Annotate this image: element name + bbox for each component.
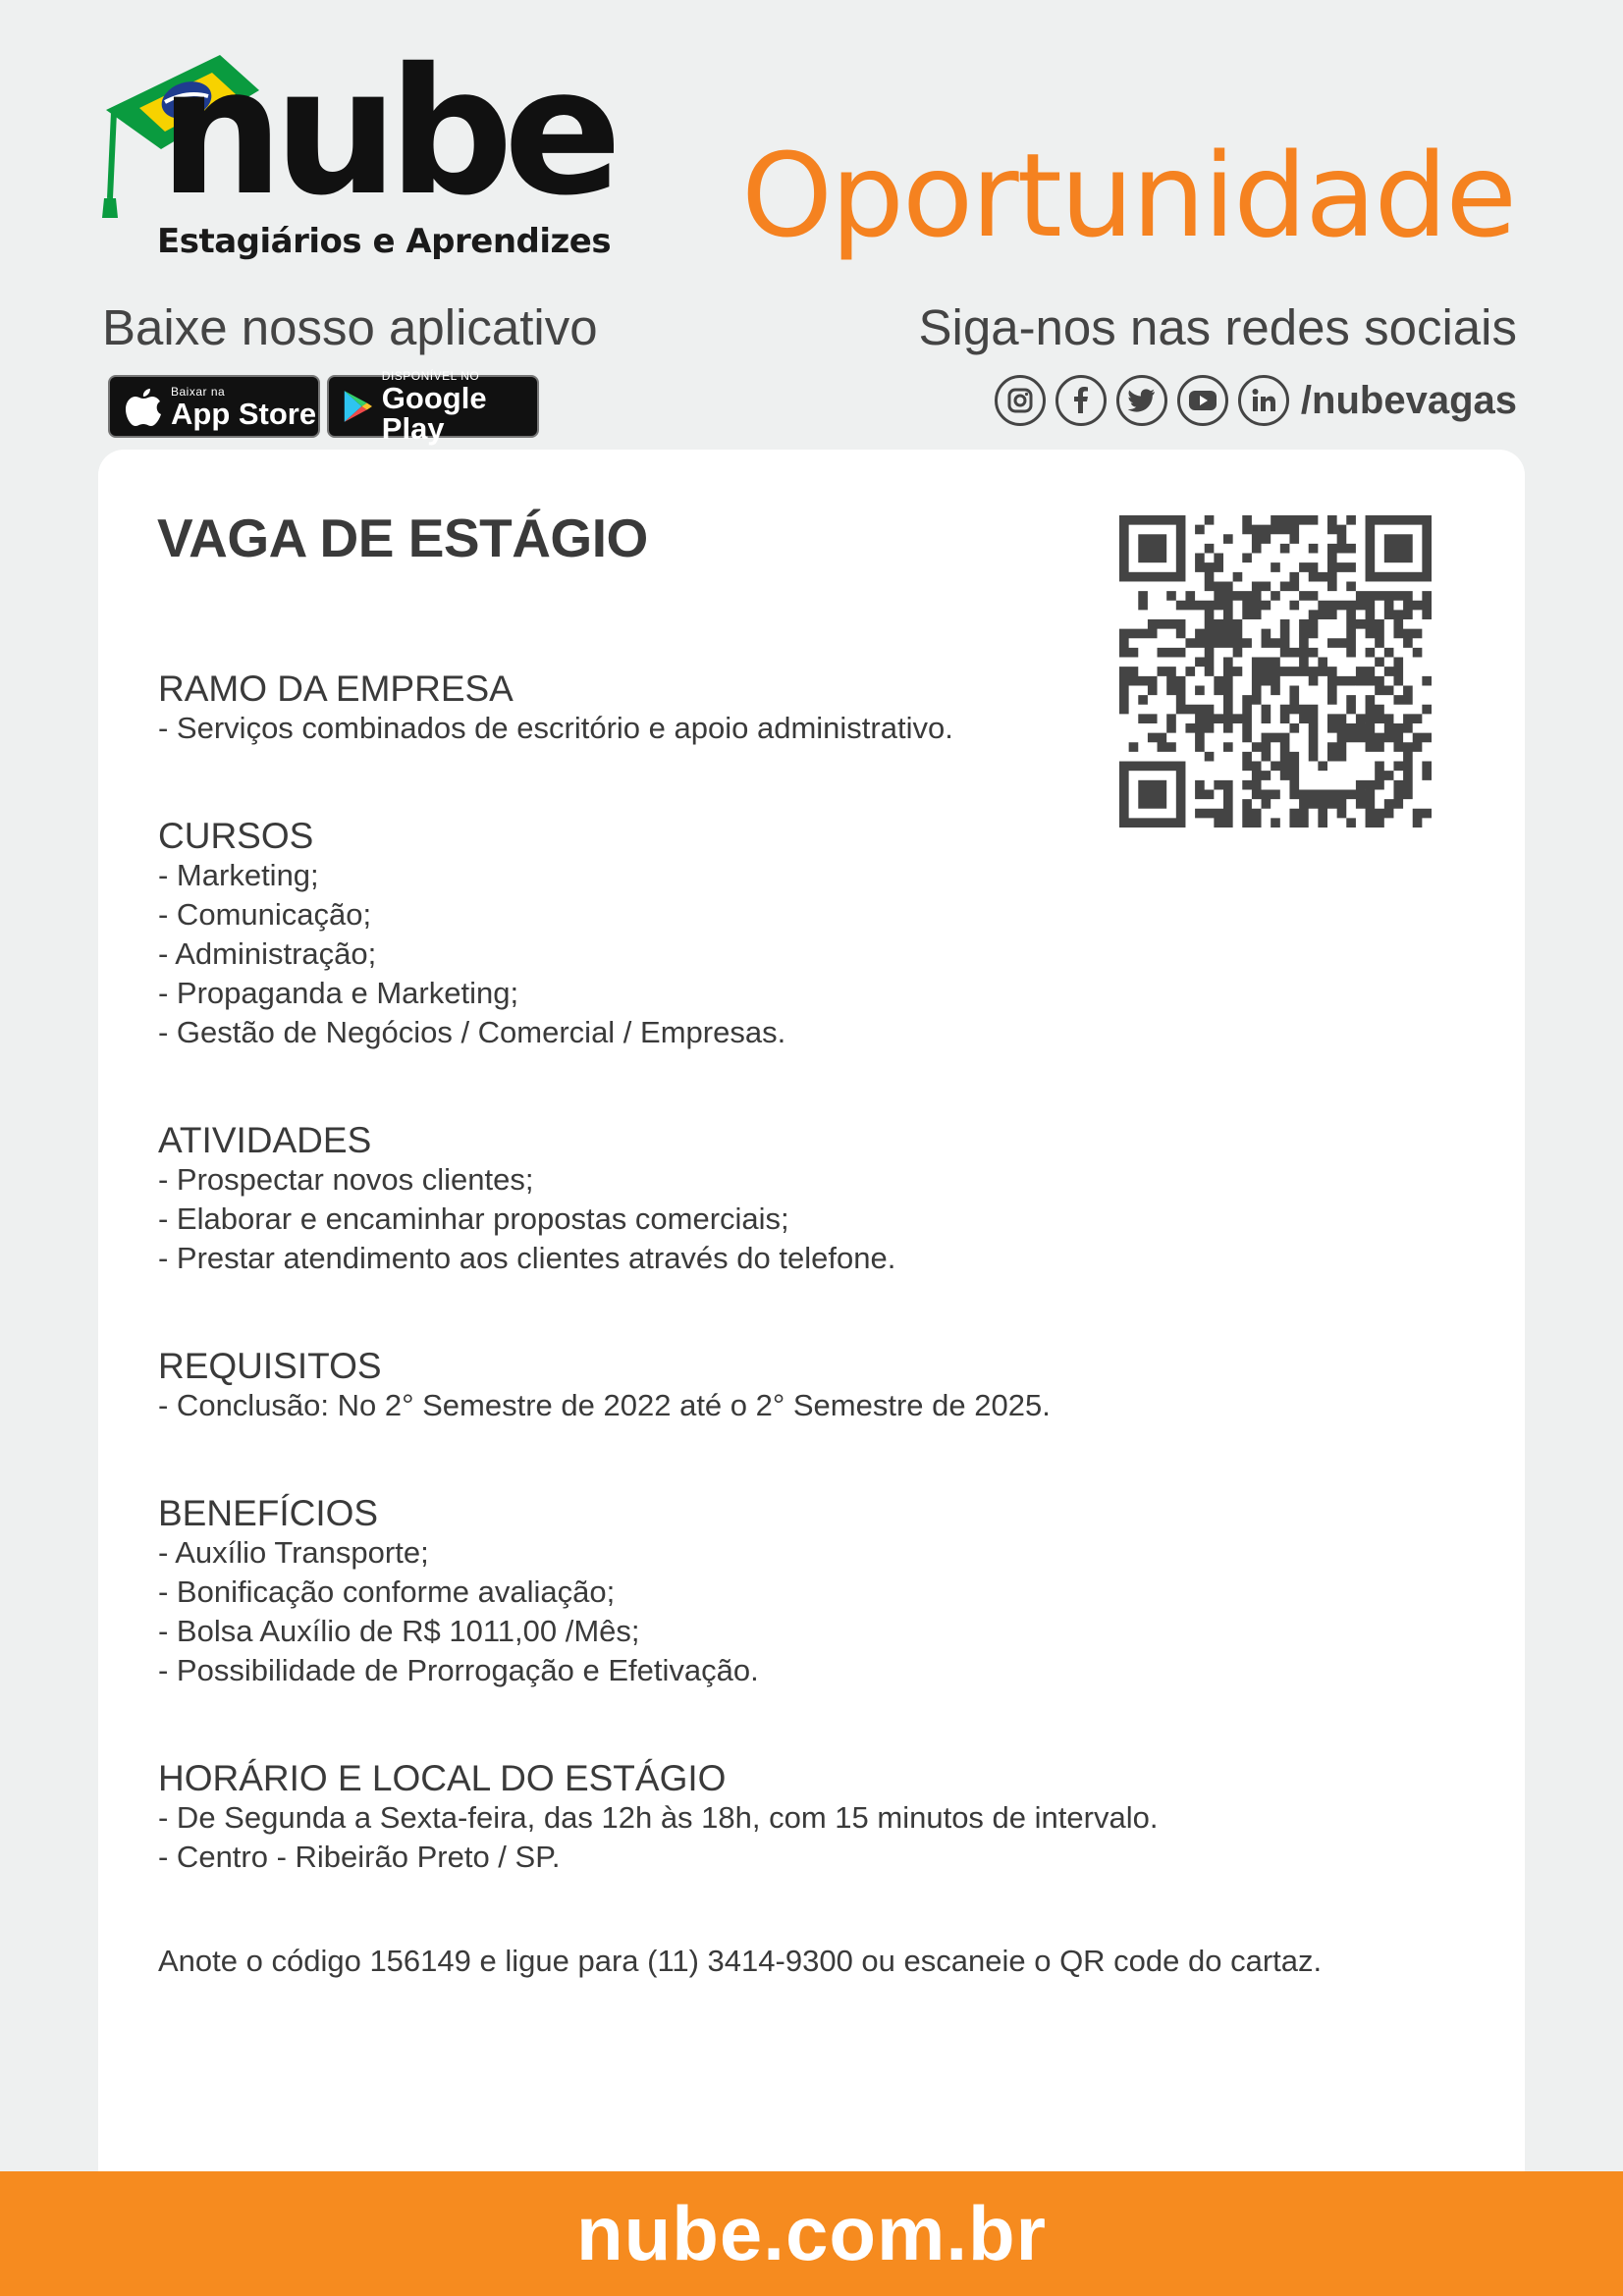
- section-item: - Bonificação conforme avaliação;: [158, 1575, 616, 1609]
- contact-note: Anote o código 156149 e ligue para (11) 3414-9300 ou escaneie o QR code do cartaz.: [158, 1944, 1323, 1978]
- section-requisitos: [158, 1347, 1051, 1425]
- section-atividades: [158, 1121, 895, 1278]
- section-item: - Prospectar novos clientes;: [158, 1162, 534, 1197]
- google-play-small: DISPONÍVEL NO: [381, 369, 480, 383]
- section-item: - De Segunda a Sexta-feira, das 12h às 18h, com 15 minutos de intervalo.: [158, 1800, 1159, 1835]
- twitter-icon[interactable]: [1116, 375, 1167, 426]
- linkedin-icon[interactable]: [1238, 375, 1289, 426]
- apple-icon: [124, 385, 163, 428]
- footer-bar: [0, 2171, 1623, 2296]
- section-item: - Gestão de Negócios / Comercial / Empresas.: [158, 1015, 786, 1049]
- logo-tagline: Estagiários e Aprendizes: [157, 222, 612, 261]
- section-heading: RAMO DA EMPRESA: [158, 668, 514, 709]
- section-heading: BENEFÍCIOS: [158, 1493, 379, 1533]
- app-store-button[interactable]: [108, 375, 320, 438]
- social-links: [995, 375, 1517, 426]
- nube-logo: [102, 30, 613, 277]
- google-play-icon: [343, 387, 374, 426]
- logo-wordmark: nube: [159, 30, 613, 234]
- headline: Oportunidade: [741, 128, 1515, 263]
- job-title: VAGA DE ESTÁGIO: [157, 507, 648, 568]
- section-item: - Comunicação;: [158, 897, 372, 932]
- social-handle[interactable]: /nubevagas: [1300, 378, 1517, 422]
- section-item: - Elaborar e encaminhar propostas comerciais;: [158, 1201, 789, 1236]
- app-store-big: App Store: [171, 396, 317, 431]
- section-heading: CURSOS: [158, 816, 314, 856]
- facebook-icon[interactable]: [1055, 375, 1107, 426]
- youtube-icon[interactable]: [1177, 375, 1228, 426]
- section-item: - Possibilidade de Prorrogação e Efetivação.: [158, 1653, 759, 1687]
- google-play-big: Google Play: [381, 381, 487, 446]
- google-play-button[interactable]: [327, 369, 539, 446]
- section-heading: HORÁRIO E LOCAL DO ESTÁGIO: [158, 1758, 727, 1798]
- section-item: - Marketing;: [158, 858, 319, 892]
- footer-url[interactable]: nube.com.br: [575, 2190, 1048, 2276]
- section-item: - Auxílio Transporte;: [158, 1535, 429, 1570]
- social-label: Siga-nos nas redes sociais: [918, 299, 1517, 355]
- section-beneficios: [158, 1494, 759, 1690]
- section-item: - Administração;: [158, 936, 377, 971]
- section-item: - Serviços combinados de escritório e apoio administrativo.: [158, 711, 953, 745]
- section-horario: [158, 1759, 1158, 1877]
- section-heading: ATIVIDADES: [158, 1120, 372, 1160]
- section-ramo: [158, 669, 953, 748]
- section-item: - Prestar atendimento aos clientes através do telefone.: [158, 1241, 896, 1275]
- qr-code-icon[interactable]: [1119, 515, 1432, 828]
- section-item: - Centro - Ribeirão Preto / SP.: [158, 1840, 561, 1874]
- section-cursos: [158, 817, 785, 1052]
- section-heading: REQUISITOS: [158, 1346, 382, 1386]
- section-item: - Conclusão: No 2° Semestre de 2022 até o 2° Semestre de 2025.: [158, 1388, 1051, 1422]
- section-item: - Bolsa Auxílio de R$ 1011,00 /Mês;: [158, 1614, 640, 1648]
- app-download-label: Baixe nosso aplicativo: [102, 299, 598, 355]
- section-item: - Propaganda e Marketing;: [158, 976, 519, 1010]
- instagram-icon[interactable]: [995, 375, 1046, 426]
- app-store-small: Baixar na: [171, 384, 226, 399]
